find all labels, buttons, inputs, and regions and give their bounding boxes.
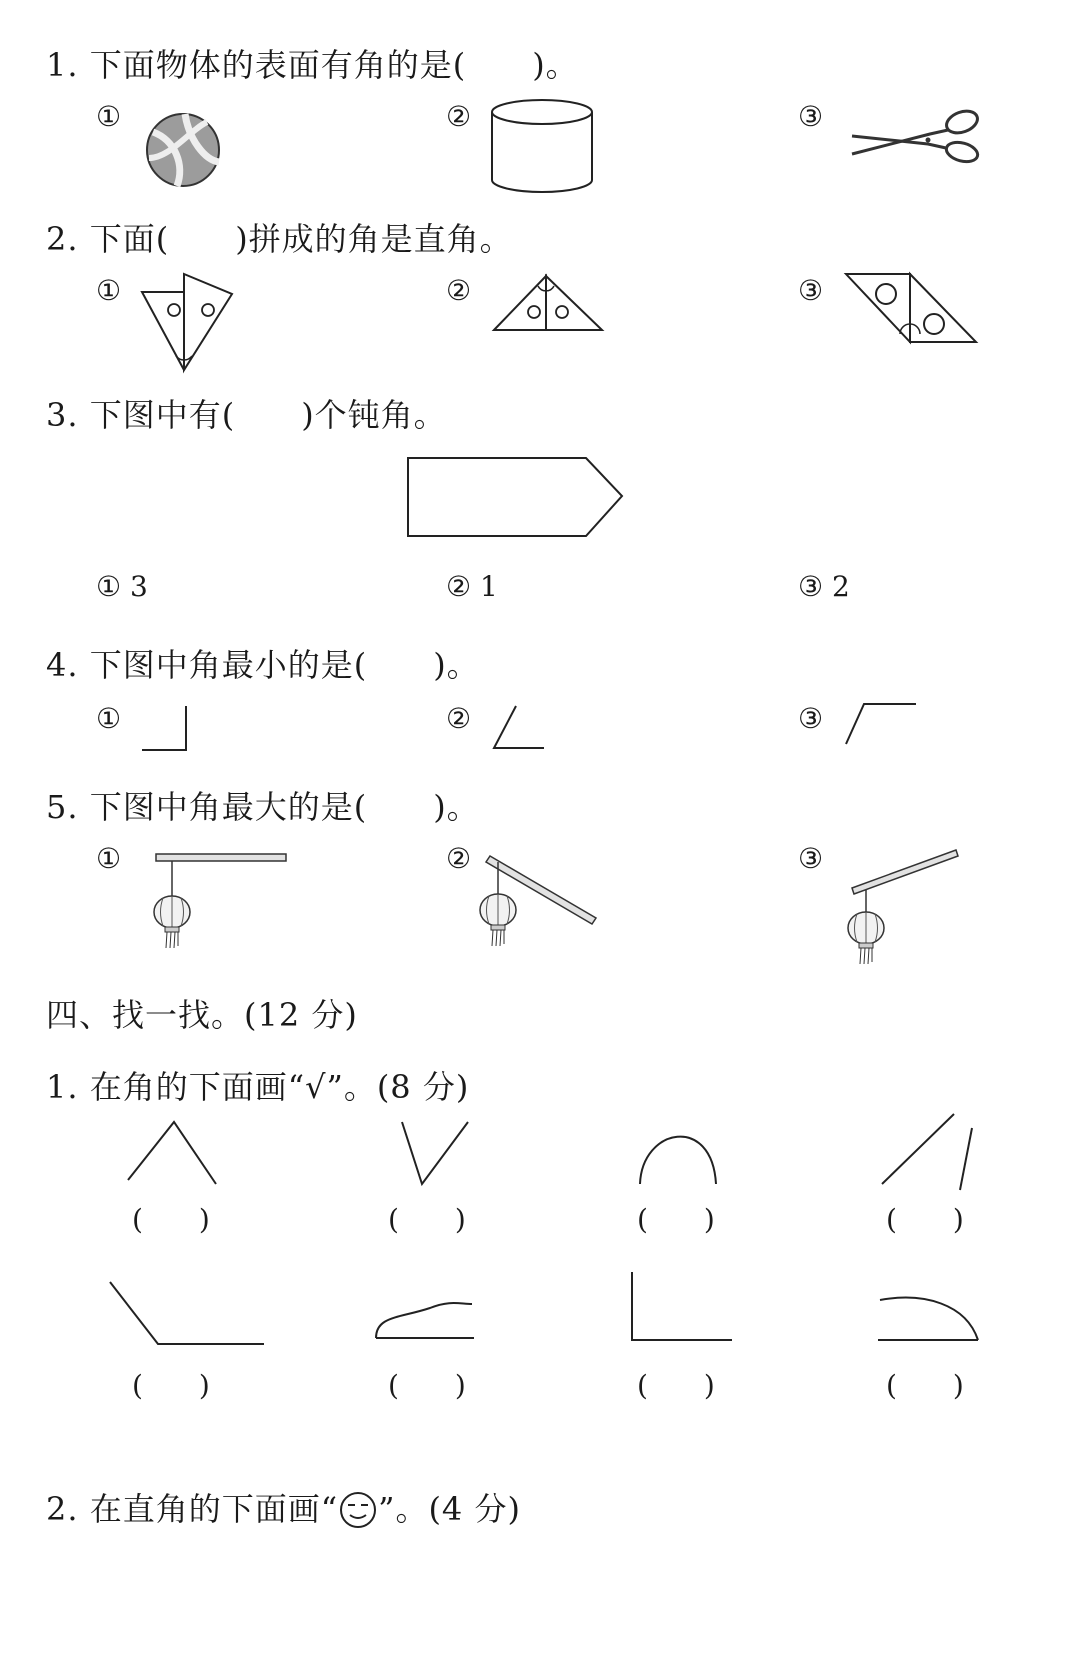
- blank-5[interactable]: ( ): [132, 1369, 210, 1402]
- angle-acute-figure: [490, 702, 550, 762]
- s4-q1-stem: [46, 1062, 469, 1108]
- pentagon-figure: [404, 456, 634, 546]
- s4-q2-text-after: ”。(4 分): [378, 1490, 521, 1528]
- scissors-image: [848, 100, 988, 170]
- q3-option-3: ③ 2: [798, 570, 850, 603]
- lantern-pole-tilted-down: [476, 848, 606, 978]
- figure-dome-curve: [874, 1292, 984, 1352]
- s4-q1-number: 1.: [46, 1068, 79, 1106]
- cylinder-image: [490, 98, 600, 198]
- q5-option-3-label: ③: [798, 842, 824, 875]
- q4-option-3-label: ③: [798, 702, 824, 735]
- q2-option-2-label: ②: [446, 274, 472, 307]
- q2-option-3-label: ③: [798, 274, 824, 307]
- figure-separate-lines: [876, 1108, 986, 1198]
- q2-number: 2.: [46, 220, 79, 258]
- figure-wave-curve: [370, 1294, 480, 1354]
- q5-option-2-label: ②: [446, 842, 472, 875]
- q1-stem: [46, 40, 579, 86]
- blank-4[interactable]: ( ): [886, 1203, 964, 1236]
- lantern-pole-horizontal: [150, 850, 300, 970]
- figure-arch-curve: [636, 1118, 726, 1198]
- blank-6[interactable]: ( ): [388, 1369, 466, 1402]
- q5-number: 5.: [46, 788, 79, 826]
- q1-option-3-label: ③: [798, 100, 824, 133]
- q1-option-2-label: ②: [446, 100, 472, 133]
- q5-text: 下图中角最大的是( )。: [89, 788, 480, 826]
- set-square-pair-3: [844, 272, 984, 352]
- q2-stem: [46, 214, 513, 260]
- q3-stem: [46, 390, 447, 436]
- s4-q1-text: 在角的下面画“√”。(8 分): [89, 1068, 470, 1106]
- blank-1[interactable]: ( ): [132, 1203, 210, 1236]
- q3-number: 3.: [46, 396, 79, 434]
- q3-option-2: ② 1: [446, 570, 498, 603]
- s4-q2-text-before: 在直角的下面画“: [89, 1490, 339, 1528]
- q4-number: 4.: [46, 646, 79, 684]
- ball-image: [145, 110, 225, 190]
- blank-2[interactable]: ( ): [388, 1203, 466, 1236]
- angle-obtuse-figure: [842, 700, 922, 760]
- figure-angle-caret: [124, 1118, 224, 1198]
- q4-text: 下图中角最小的是( )。: [89, 646, 480, 684]
- q1-text: 下面物体的表面有角的是( )。: [89, 46, 579, 84]
- q2-text: 下面( )拼成的角是直角。: [89, 220, 513, 258]
- q5-option-1-label: ①: [96, 842, 122, 875]
- q4-stem: [46, 640, 480, 686]
- figure-angle-right: [628, 1268, 738, 1348]
- figure-angle-v: [398, 1118, 478, 1198]
- blank-3[interactable]: ( ): [637, 1203, 715, 1236]
- q1-number: 1.: [46, 46, 79, 84]
- set-square-pair-2: [490, 272, 610, 342]
- lantern-pole-tilted-up: [846, 846, 976, 976]
- section4-heading: 四、找一找。(12 分): [46, 996, 358, 1034]
- q4-option-2-label: ②: [446, 702, 472, 735]
- q4-option-1-label: ①: [96, 702, 122, 735]
- q2-option-1-label: ①: [96, 274, 122, 307]
- blank-8[interactable]: ( ): [886, 1369, 964, 1402]
- set-square-pair-1: [138, 272, 248, 382]
- angle-right-figure: [138, 702, 198, 762]
- s4-q2-stem: [46, 1484, 521, 1530]
- q1-option-1-label: ①: [96, 100, 122, 133]
- s4-q2-number: 2.: [46, 1490, 79, 1528]
- q5-stem: [46, 782, 480, 828]
- q3-option-1: ① 3: [96, 570, 148, 603]
- q3-text: 下图中有( )个钝角。: [89, 396, 447, 434]
- blank-7[interactable]: ( ): [637, 1369, 715, 1402]
- smiley-face-icon: [338, 1490, 378, 1530]
- figure-angle-obtuse: [104, 1276, 274, 1356]
